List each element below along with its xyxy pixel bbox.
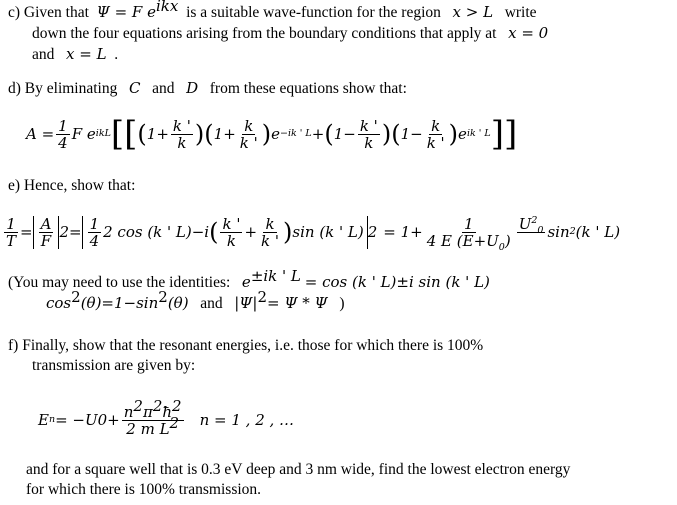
part-e-label: e) [8, 177, 21, 194]
fraction-quarter: $\frac{1}{4}$ [58, 116, 68, 152]
part-c-line-3: and x = L . [32, 45, 119, 63]
equation-T: $\frac{1}{T}$ = $\frac{A}{F}$ 2 = $\frac{1}{4}$ 2 cos (k ' L)−i ( $\frac{k '}{k}$ + $\frac{k}{k '}$ ) sin (k ' L) 2 = 1+ $\frac{1}{4 E (E+U_0)}$ $U^2_0$ sin 2 (k ' L) [6, 214, 621, 253]
part-f-label: f) [8, 337, 19, 354]
part-c-line-2: down the four equations arising from the boundary conditions that apply at x = 0 [32, 24, 549, 42]
part-d-line: d) By eliminating C and D from these equations show that: [8, 79, 407, 97]
wavefunction: Ψ = F e [96, 3, 156, 21]
part-f: f) Finally, show that the resonant energies, i.e. those for which there is 100% transmission are given by: [8, 337, 484, 374]
right-bracket: ]] [490, 114, 518, 154]
equation-En: E n = −U 0 + $\frac{n^2\pi^2ħ^2}{2 m L^2}$ n = 1 , 2 , … [38, 396, 295, 438]
part-e: e) Hence, show that: [8, 177, 136, 194]
part-d [8, 78, 677, 99]
part-d-label: d) [8, 80, 21, 97]
part-f-closing: and for a square well that is 0.3 eV deep and 3 nm wide, find the lowest electron energy for which there is 100% transmission. [26, 461, 571, 498]
part-c-label: c) [8, 4, 21, 21]
part-c [8, 2, 677, 65]
identities: (You may need to use the identities: $e^{\pm ik ' L} = \cos (k$ ' L)±i sin (k ' L) $\cos^2(\theta)=1-\sin^2(\theta)$ and $|\Psi|^2= \Psi * \Psi$ ) [8, 266, 490, 312]
fraction-energy: $\frac{n^2\pi^2ħ^2}{2 m L^2}$ [123, 396, 182, 438]
part-c-line-1: c) Given that Ψ = F $e^{ikx}$ is a suitable wave-function for the region x > L write [8, 0, 537, 21]
equation-A: A = $\frac{1}{4}$ F e ikL [[ ( 1+ $\frac{k '}{k}$ ) ( 1+ $\frac{k}{k '}$ ) e −ik ' L + ( 1− $\frac{k '}{k}$ ) ( 1− $\frac{k}{k '}$ ) e ik ' L ]] [26, 114, 518, 154]
left-bracket: [[ [110, 114, 138, 154]
